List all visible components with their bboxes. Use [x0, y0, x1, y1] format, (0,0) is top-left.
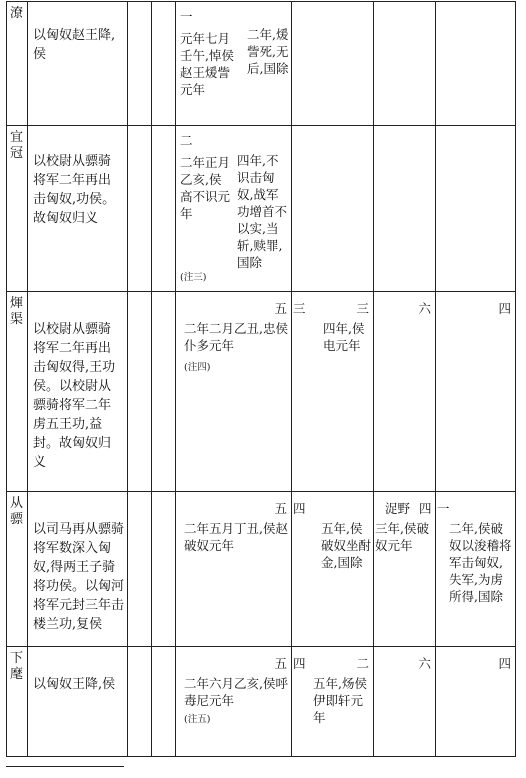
- row-1-name: 潦: [10, 6, 24, 21]
- row-4-col5-num: 四: [293, 501, 306, 516]
- column-divider: [127, 2, 128, 756]
- row-divider: [7, 125, 515, 126]
- row-4-col5-text: 五年,侯破奴坐酎金,国除: [321, 521, 372, 570]
- historical-table: [6, 1, 516, 757]
- row-3-col5-text: 四年,侯电元年: [323, 321, 365, 353]
- row-5-col5-text: 五年,炀侯伊即轩元年: [313, 676, 367, 725]
- row-5-name: 下麾: [10, 651, 24, 682]
- row-5-col4-a: 二年六月乙亥,侯呼毒尼元年: [184, 676, 288, 708]
- row-divider: [7, 291, 515, 292]
- row-2-col4-b: 四年,不识击匈奴,战军功增首不以实,当斩,赎罪,国除: [237, 153, 288, 270]
- row-4-col4-a: 二年五月丁丑,侯赵破奴元年: [184, 521, 288, 553]
- row-4-name: 从骠: [10, 496, 24, 527]
- row-divider: [7, 646, 515, 647]
- row-2-col4-num: 二: [180, 133, 193, 148]
- row-5-col5-num2: 二: [356, 656, 369, 671]
- row-1-col4-b: 二年,煖訾死,无后,国除: [247, 27, 289, 76]
- footnote-rule: [6, 766, 124, 767]
- row-3-reason: 以校尉从骠骑将军二年再出击匈奴得,王功侯。以校尉从骠骑将军二年虏五王功,益封。故匈奴归义: [33, 322, 116, 470]
- row-5-col4-note: (注五): [184, 714, 211, 725]
- column-divider: [291, 2, 292, 756]
- column-divider: [175, 2, 176, 756]
- row-4-col6-text: 三年,侯破奴元年: [375, 521, 429, 553]
- row-5-col6-num: 六: [418, 656, 431, 671]
- row-4-col7-text: 二年,侯破奴以浚稽将军击匈奴,失军,为虏所得,国除: [449, 521, 512, 604]
- row-3-col4-num: 五: [274, 301, 287, 316]
- row-4-reason: 以司马再从骠骑将军数深入匈奴,得两王子骑将功侯。以匈河将军元封三年击楼兰功,复侯: [33, 522, 125, 632]
- row-1-col4-num: 一: [180, 9, 193, 24]
- row-3-col7-num: 四: [498, 301, 511, 316]
- row-4-col4-num: 五: [274, 501, 287, 516]
- column-divider: [151, 2, 152, 756]
- row-3-col4-a: 二年二月乙丑,忠侯仆多元年: [184, 321, 288, 353]
- row-5-col7-num: 四: [498, 656, 511, 671]
- row-1-reason: 以匈奴赵王降,侯: [33, 28, 116, 62]
- row-divider: [7, 491, 515, 492]
- row-2-name: 宜冠: [10, 130, 24, 161]
- row-3-col4-note: (注四): [184, 362, 211, 373]
- row-3-name: 煇渠: [10, 296, 24, 327]
- row-4-col6-num: 四: [419, 501, 432, 516]
- row-5-col5-num: 四: [293, 656, 306, 671]
- row-3-col6-num: 六: [418, 301, 431, 316]
- row-2-col4-a: 二年正月乙亥,侯高不识元年: [180, 155, 231, 221]
- row-3-col5-num2: 三: [356, 301, 369, 316]
- row-4-col7-num: 一: [437, 501, 450, 516]
- column-divider: [435, 2, 436, 756]
- row-5-col4-num: 五: [274, 656, 287, 671]
- column-divider: [27, 2, 28, 756]
- row-2-reason: 以校尉从骠骑将军二年再出击匈奴,功侯。故匈奴归义: [33, 154, 116, 226]
- row-3-col5-num: 三: [293, 301, 306, 316]
- row-2-col4-note: (注三): [180, 272, 207, 283]
- row-4-col6-top: 浞野: [385, 501, 411, 516]
- column-divider: [373, 2, 374, 756]
- row-5-reason: 以匈奴王降,侯: [33, 677, 116, 692]
- row-1-col4-a: 元年七月壬午,悼侯赵王煖訾元年: [180, 31, 234, 97]
